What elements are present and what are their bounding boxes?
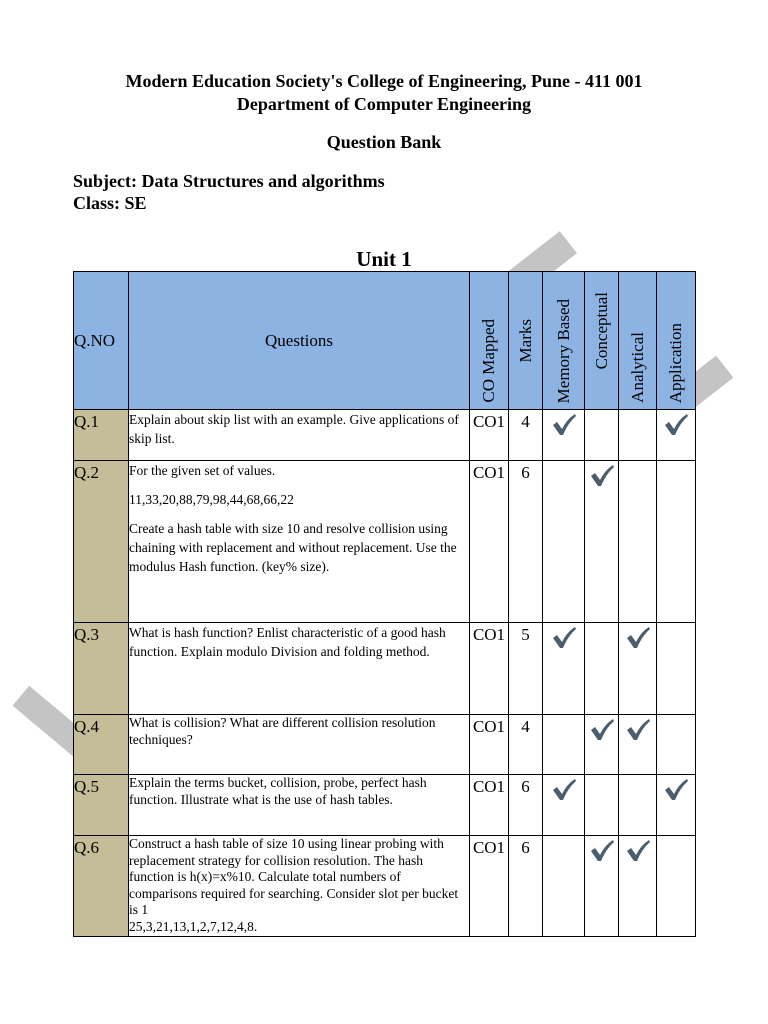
memory-based-cell [543, 715, 585, 775]
question-paragraph: Construct a hash table of size 10 using linear probing with replacement strategy for collision resolution. The hash function is h(x)=x%10. Calculate total numbers of comparisons required for searching. Consider slot per bucket is 1 [129, 836, 459, 917]
question-paragraph: Create a hash table with size 10 and resolve collision using chaining with replacement and without replacement. Use the modulus Hash function. (key% size). [129, 521, 457, 574]
co-mapped: CO1 [470, 775, 509, 836]
analytical-cell [619, 410, 657, 461]
analytical-cell [619, 461, 657, 623]
checkmark-icon [663, 788, 689, 805]
checkmark-icon [625, 849, 651, 866]
question-paragraph: For the given set of values. [129, 463, 276, 478]
marks: 4 [509, 410, 543, 461]
column-header-co [470, 272, 509, 410]
application-cell [657, 715, 696, 775]
table-row [74, 836, 696, 937]
column-header-analytical [619, 272, 657, 410]
column-header-memory [543, 272, 585, 410]
question-paragraph: What is hash function? Enlist characteristic of a good hash function. Explain modulo Division and folding method. [129, 625, 446, 659]
memory-based-cell [543, 623, 585, 715]
checkmark-icon [663, 423, 689, 440]
table-row [74, 623, 696, 715]
co-mapped: CO1 [470, 461, 509, 623]
conceptual-cell [585, 461, 619, 623]
checkmark-icon [551, 788, 577, 805]
column-header-application-label: Application [666, 322, 685, 403]
question-rows [74, 410, 696, 937]
department-name: Department of Computer Engineering [236, 94, 532, 114]
co-mapped: CO1 [470, 836, 509, 937]
memory-based-cell [543, 775, 585, 836]
table-row [74, 410, 696, 461]
conceptual-cell [585, 715, 619, 775]
co-mapped: CO1 [470, 623, 509, 715]
memory-based-cell [543, 410, 585, 461]
analytical-cell [619, 836, 657, 937]
column-header-marks-label: Marks [515, 318, 535, 363]
question-number: Q.1 [74, 410, 129, 461]
question-table [73, 271, 696, 937]
marks: 6 [509, 461, 543, 623]
analytical-cell [619, 623, 657, 715]
application-cell [657, 410, 696, 461]
column-header-memory-label: Memory Based [553, 298, 573, 403]
question-text [129, 623, 470, 715]
question-paragraph: Explain about skip list with an example. Give applications of skip list. [129, 412, 459, 446]
table-row [74, 461, 696, 623]
marks: 6 [509, 775, 543, 836]
table-header-row [74, 272, 696, 410]
column-header-conceptual [585, 272, 619, 410]
marks: 4 [509, 715, 543, 775]
checkmark-icon [625, 728, 651, 745]
analytical-cell [619, 715, 657, 775]
college-name: Modern Education Society's College of Engineering, Pune - 411 001 [125, 71, 643, 91]
column-header-marks [509, 272, 543, 410]
checkmark-icon [551, 423, 577, 440]
application-cell [657, 623, 696, 715]
conceptual-cell [585, 836, 619, 937]
memory-based-cell [543, 836, 585, 937]
memory-based-cell [543, 461, 585, 623]
application-cell [657, 461, 696, 623]
question-paragraph: What is collision? What are different collision resolution techniques? [129, 715, 436, 747]
question-paragraph: 25,3,21,13,1,2,7,12,4,8. [129, 918, 258, 934]
question-paragraph: 11,33,20,88,79,98,44,68,66,22 [129, 492, 294, 507]
conceptual-cell [585, 410, 619, 461]
question-paragraph: Explain the terms bucket, collision, probe, perfect hash function. Illustrate what is the use of hash tables. [129, 775, 427, 807]
checkmark-icon [625, 636, 651, 653]
column-header-application [657, 272, 696, 410]
co-mapped: CO1 [470, 715, 509, 775]
question-number: Q.4 [74, 715, 129, 775]
table-row [74, 715, 696, 775]
class-line: Class: SE [73, 193, 147, 213]
marks: 5 [509, 623, 543, 715]
checkmark-icon [589, 849, 615, 866]
question-text [129, 715, 470, 775]
document-title: Question Bank [326, 132, 442, 152]
checkmark-icon [589, 728, 615, 745]
subject-line: Subject: Data Structures and algorithms [73, 171, 385, 191]
question-text [129, 461, 470, 623]
column-header-conceptual-label: Conceptual [591, 291, 611, 370]
question-number: Q.2 [74, 461, 129, 623]
column-header-qno: Q.NO [74, 272, 129, 410]
marks: 6 [509, 836, 543, 937]
checkmark-icon [551, 636, 577, 653]
question-text [129, 410, 470, 461]
column-header-analytical-label: Analytical [627, 332, 647, 403]
question-number: Q.6 [74, 836, 129, 937]
question-text [129, 836, 470, 937]
conceptual-cell [585, 623, 619, 715]
application-cell [657, 836, 696, 937]
unit-title: Unit 1 [356, 247, 412, 271]
column-header-co-label: CO Mapped [479, 319, 498, 403]
table-row [74, 775, 696, 836]
co-mapped: CO1 [470, 410, 509, 461]
checkmark-icon [589, 474, 615, 491]
question-number: Q.3 [74, 623, 129, 715]
question-text [129, 775, 470, 836]
conceptual-cell [585, 775, 619, 836]
question-number: Q.5 [74, 775, 129, 836]
analytical-cell [619, 775, 657, 836]
column-header-questions: Questions [129, 272, 470, 410]
application-cell [657, 775, 696, 836]
